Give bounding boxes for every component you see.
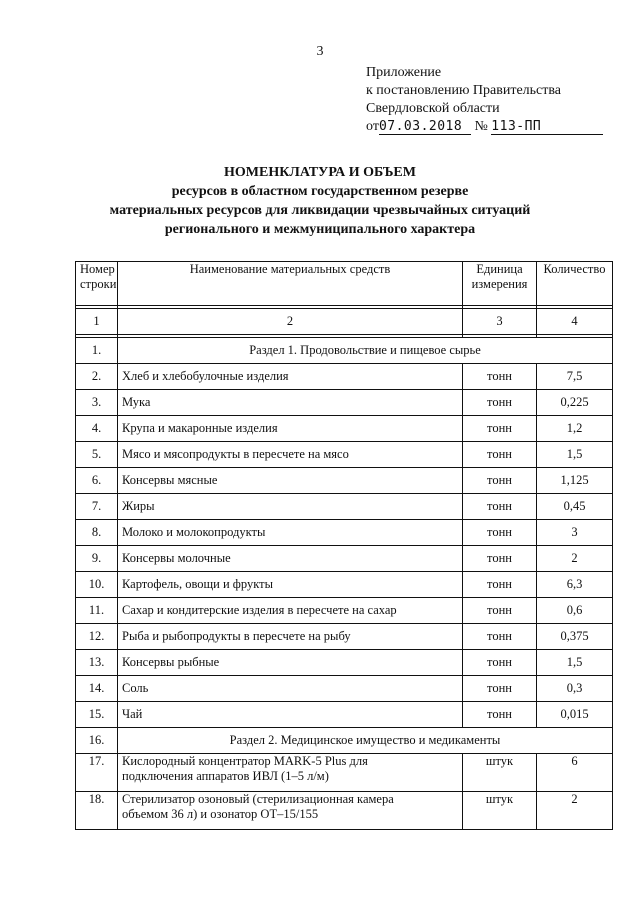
table-row: [76, 792, 613, 830]
item-unit: тонн: [463, 364, 537, 390]
item-quantity: 0,3: [537, 676, 613, 702]
table-header-row: [76, 262, 613, 306]
item-quantity: 7,5: [537, 364, 613, 390]
item-unit: штук: [463, 792, 537, 830]
row-number: 18.: [76, 792, 118, 830]
row-number: 7.: [76, 494, 118, 520]
row-number: 17.: [76, 754, 118, 792]
table-row: [76, 468, 613, 494]
row-number: 5.: [76, 442, 118, 468]
section-title: Раздел 2. Медицинское имущество и медикаменты: [118, 728, 613, 754]
item-unit: тонн: [463, 546, 537, 572]
item-name: Чай: [118, 702, 463, 728]
table-row: [76, 598, 613, 624]
item-name: Мука: [118, 390, 463, 416]
item-quantity: 2: [537, 546, 613, 572]
row-number: 9.: [76, 546, 118, 572]
item-quantity: 3: [537, 520, 613, 546]
header-row-number: Номер строки: [76, 262, 118, 306]
item-name-line: объемом 36 л) и озонатор ОТ–15/155: [122, 807, 319, 821]
table-row: [76, 572, 613, 598]
item-unit: тонн: [463, 598, 537, 624]
row-number: 14.: [76, 676, 118, 702]
item-unit: тонн: [463, 520, 537, 546]
item-quantity: 6,3: [537, 572, 613, 598]
header-name: Наименование материальных средств: [118, 262, 463, 306]
item-name-line: Стерилизатор озоновый (стерилизационная камера: [122, 792, 394, 806]
item-quantity: 0,6: [537, 598, 613, 624]
table-row: [76, 520, 613, 546]
title-line-1: НОМЕНКЛАТУРА И ОБЪЕМ: [224, 165, 416, 180]
document-date: 07.03.2018: [379, 120, 471, 135]
row-number: 1.: [76, 338, 118, 364]
item-unit: тонн: [463, 676, 537, 702]
resources-table: [75, 261, 613, 830]
item-name: Консервы мясные: [118, 468, 463, 494]
item-name: Мясо и мясопродукты в пересчете на мясо: [118, 442, 463, 468]
table-row: [76, 676, 613, 702]
table-row: [76, 754, 613, 792]
item-name: Жиры: [118, 494, 463, 520]
item-name: Хлеб и хлебобулочные изделия: [118, 364, 463, 390]
item-quantity: 0,375: [537, 624, 613, 650]
appendix-line-3: Свердловской области: [366, 101, 500, 116]
table-row: [76, 416, 613, 442]
column-number: 4: [537, 309, 613, 335]
row-number: 10.: [76, 572, 118, 598]
number-prefix: №: [474, 119, 488, 134]
item-quantity: 0,015: [537, 702, 613, 728]
item-name: Консервы рыбные: [118, 650, 463, 676]
table-row: [76, 442, 613, 468]
item-name-line: Кислородный концентратор MARK-5 Plus для: [122, 754, 368, 768]
column-number: 3: [463, 309, 537, 335]
title-line-2: ресурсов в областном государственном резерве: [171, 184, 469, 199]
document-number: 113-ПП: [491, 120, 603, 135]
item-unit: тонн: [463, 442, 537, 468]
header-unit: Единица измерения: [463, 262, 537, 306]
item-unit: тонн: [463, 390, 537, 416]
table-row: [76, 624, 613, 650]
column-number: 1: [76, 309, 118, 335]
item-unit: тонн: [463, 468, 537, 494]
item-name: Рыба и рыбопродукты в пересчете на рыбу: [118, 624, 463, 650]
item-unit: тонн: [463, 624, 537, 650]
item-quantity: 2: [537, 792, 613, 830]
column-numbers-row: [76, 309, 613, 335]
row-number: 16.: [76, 728, 118, 754]
item-quantity: 1,5: [537, 650, 613, 676]
item-unit: тонн: [463, 416, 537, 442]
item-unit: тонн: [463, 702, 537, 728]
title-line-4: регионального и межмуниципального характера: [164, 222, 476, 237]
row-number: 6.: [76, 468, 118, 494]
item-name: Картофель, овощи и фрукты: [118, 572, 463, 598]
title-line-3: материальных ресурсов для ликвидации чрезвычайных ситуаций: [109, 203, 531, 218]
item-quantity: 0,45: [537, 494, 613, 520]
appendix-date-line: [366, 118, 603, 136]
item-unit: штук: [463, 754, 537, 792]
table-row: [76, 390, 613, 416]
appendix-line-2: к постановлению Правительства: [366, 83, 562, 98]
section-row-1: [76, 338, 613, 364]
item-quantity: 6: [537, 754, 613, 792]
item-name-line: подключения аппаратов ИВЛ (1–5 л/м): [122, 769, 329, 783]
row-number: 12.: [76, 624, 118, 650]
item-unit: тонн: [463, 572, 537, 598]
item-name: Консервы молочные: [118, 546, 463, 572]
page-number: 3: [316, 44, 324, 59]
section-row-2: [76, 728, 613, 754]
row-number: 4.: [76, 416, 118, 442]
item-name: Сахар и кондитерские изделия в пересчете на сахар: [118, 598, 463, 624]
date-prefix: от: [366, 119, 379, 134]
appendix-block: [366, 64, 603, 136]
item-name: Молоко и молокопродукты: [118, 520, 463, 546]
row-number: 13.: [76, 650, 118, 676]
section-title: Раздел 1. Продовольствие и пищевое сырье: [118, 338, 613, 364]
row-number: 8.: [76, 520, 118, 546]
table-row: [76, 364, 613, 390]
item-unit: тонн: [463, 650, 537, 676]
row-number: 3.: [76, 390, 118, 416]
item-unit: тонн: [463, 494, 537, 520]
table-row: [76, 702, 613, 728]
item-quantity: 1,5: [537, 442, 613, 468]
item-name: Соль: [118, 676, 463, 702]
table-row: [76, 650, 613, 676]
item-quantity: 1,2: [537, 416, 613, 442]
item-name: [118, 754, 463, 792]
item-quantity: 0,225: [537, 390, 613, 416]
item-name: Крупа и макаронные изделия: [118, 416, 463, 442]
appendix-line-1: Приложение: [366, 65, 442, 80]
column-number: 2: [118, 309, 463, 335]
item-name: [118, 792, 463, 830]
document-title: [0, 163, 640, 239]
row-number: 2.: [76, 364, 118, 390]
header-quantity: Количество: [537, 262, 613, 306]
row-number: 15.: [76, 702, 118, 728]
table-row: [76, 546, 613, 572]
row-number: 11.: [76, 598, 118, 624]
table-row: [76, 494, 613, 520]
item-quantity: 1,125: [537, 468, 613, 494]
